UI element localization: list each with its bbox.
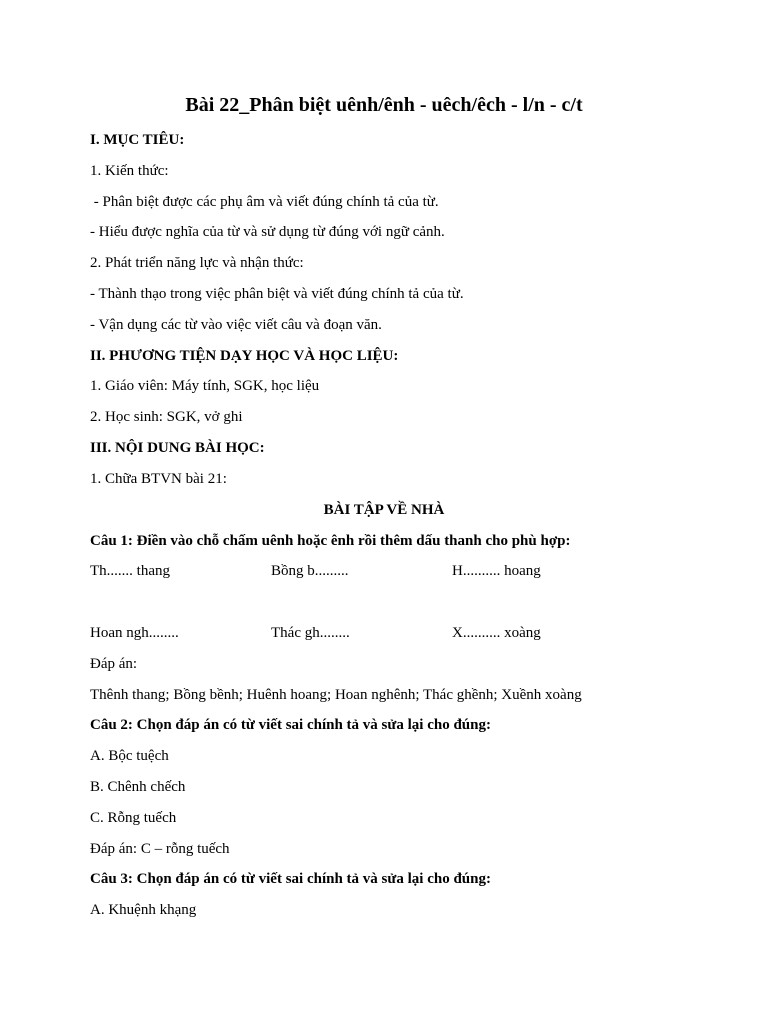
question-2-option: B. Chênh chếch	[90, 779, 186, 795]
question-2-answer: Đáp án: C – rỗng tuếch	[90, 841, 230, 857]
fill-blank-item: Hoan ngh........	[90, 625, 179, 641]
knowledge-item: - Phân biệt được các phụ âm và viết đúng chính tả của từ.	[90, 194, 439, 210]
knowledge-heading: 1. Kiến thức:	[90, 163, 169, 179]
ability-item: - Thành thạo trong việc phân biệt và viết đúng chính tả của từ.	[90, 286, 464, 302]
question-2-option: C. Rỗng tuếch	[90, 810, 177, 826]
question-2-prompt: Câu 2: Chọn đáp án có từ viết sai chính tả và sửa lại cho đúng:	[90, 717, 491, 733]
question-2-option: A. Bộc tuệch	[90, 748, 169, 764]
fill-blank-item: Thác gh........	[271, 625, 350, 641]
question-1-answer-label: Đáp án:	[90, 656, 138, 672]
ability-heading: 2. Phát triển năng lực và nhận thức:	[90, 255, 304, 271]
section-heading-content: III. NỘI DUNG BÀI HỌC:	[90, 440, 265, 456]
question-1-answer: Thênh thang; Bồng bềnh; Huênh hoang; Hoan nghênh; Thác ghềnh; Xuềnh xoàng	[90, 687, 582, 703]
fill-blank-item: Bồng b.........	[271, 563, 349, 579]
homework-title: BÀI TẬP VỀ NHÀ	[323, 502, 445, 518]
homework-review-label: 1. Chữa BTVN bài 21:	[90, 471, 227, 487]
student-materials: 2. Học sinh: SGK, vở ghi	[90, 409, 243, 425]
section-heading-objectives: I. MỤC TIÊU:	[90, 132, 185, 148]
fill-blank-item: H.......... hoang	[452, 563, 541, 579]
question-3-option: A. Khuệnh khạng	[90, 902, 197, 918]
teacher-materials: 1. Giáo viên: Máy tính, SGK, học liệu	[90, 378, 320, 394]
question-1-prompt: Câu 1: Điền vào chỗ chấm uênh hoặc ênh rồi thêm dấu thanh cho phù hợp:	[90, 533, 571, 549]
section-heading-materials: II. PHƯƠNG TIỆN DẠY HỌC VÀ HỌC LIỆU:	[90, 348, 399, 364]
document-title: Bài 22_Phân biệt uênh/ênh - uêch/êch - l/n - c/t	[185, 94, 583, 116]
ability-item: - Vận dụng các từ vào việc viết câu và đoạn văn.	[90, 317, 382, 333]
fill-blank-item: Th....... thang	[90, 563, 170, 579]
fill-blank-item: X.......... xoàng	[452, 625, 541, 641]
knowledge-item: - Hiểu được nghĩa của từ và sử dụng từ đúng với ngữ cảnh.	[90, 224, 445, 240]
question-3-prompt: Câu 3: Chọn đáp án có từ viết sai chính tả và sửa lại cho đúng:	[90, 871, 491, 887]
